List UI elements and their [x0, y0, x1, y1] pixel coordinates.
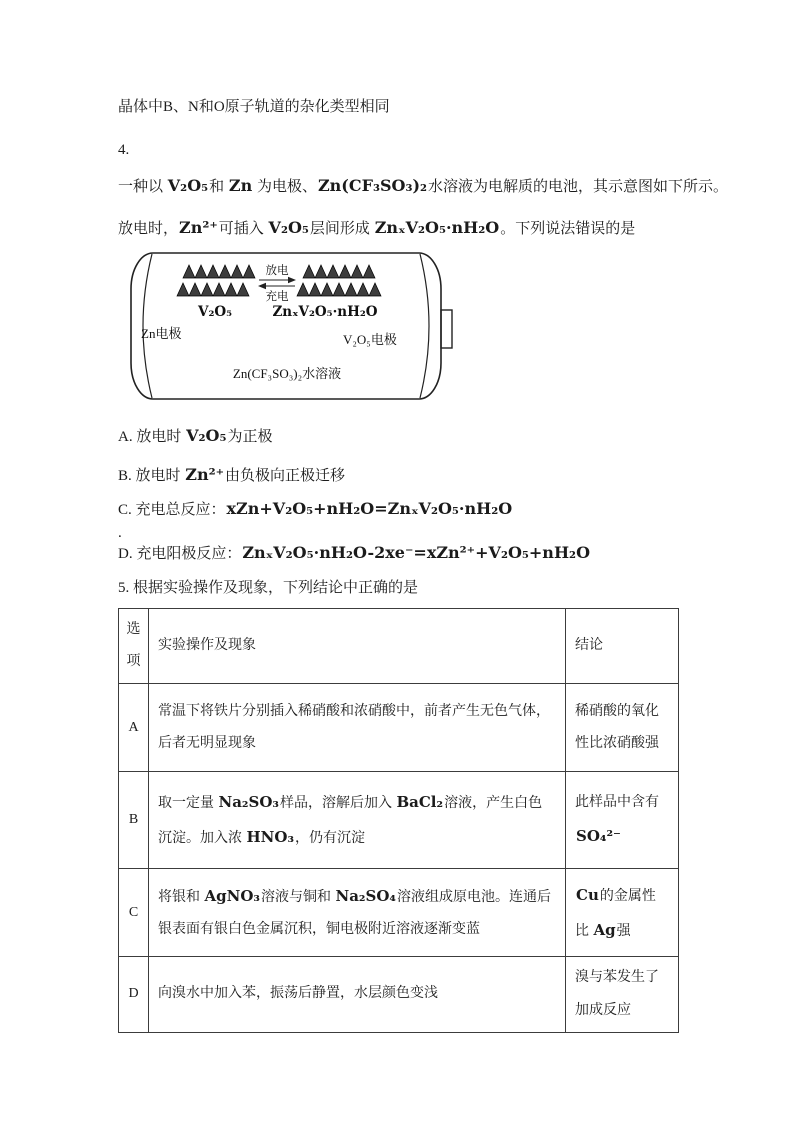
row-c-conclusion — [566, 869, 679, 957]
electrolyte-label: Zn(CF₃SO₃)₂水溶液 — [232, 366, 342, 381]
header-option-column: 选项 — [119, 609, 149, 684]
battery-terminal-tab — [441, 310, 452, 348]
text-segment: 和 — [209, 179, 228, 195]
text-segment: 层间形成 — [309, 221, 374, 237]
option-c-stray-period: . — [118, 524, 122, 541]
chemical-formula: Zn²⁺ — [185, 465, 225, 484]
row-c-operation — [149, 869, 566, 957]
option-c — [118, 497, 513, 544]
question-5-heading: 5. 根据实验操作及现象，下列结论中正确的是 — [118, 580, 419, 596]
text-segment: 溴与苯发生了加成反应 — [575, 970, 659, 1018]
chemical-formula: BaCl₂ — [396, 793, 444, 812]
text-segment: 为电极、 — [253, 179, 317, 195]
text-segment: 将银和 — [158, 890, 204, 906]
table-row — [119, 684, 679, 772]
header-operation-column: 实验操作及现象 — [149, 609, 566, 684]
right-electrode-label: V₂O₅电极 — [343, 332, 397, 347]
text-segment: 此样品中含有 — [575, 794, 659, 810]
row-b-label: B — [119, 772, 149, 869]
crystal-structure-left — [177, 265, 255, 296]
chemical-formula: SO₄²⁻ — [576, 826, 621, 845]
text-segment: 一种以 — [118, 179, 167, 195]
question-5-table — [118, 608, 679, 1033]
chemical-formula: V₂O₅ — [186, 426, 227, 445]
text-segment: 向溴水中加入苯，振荡后静置，水层颜色变浅 — [158, 986, 438, 1002]
text-segment: 溶液组成原电池。连通后银表面有银白色金属沉积，铜电极附近溶液逐渐变蓝 — [158, 890, 551, 938]
option-a — [118, 424, 272, 449]
left-compound-label: V₂O₅ — [197, 304, 233, 320]
chemical-formula: Zn²⁺ — [179, 218, 218, 237]
crystal-structure-right — [297, 265, 381, 296]
option-d — [118, 541, 591, 566]
text-segment: 取一定量 — [158, 796, 218, 812]
charge-arrow-head — [258, 283, 266, 289]
text-segment: B. 放电时 — [118, 468, 185, 484]
chemical-formula: Zn(CF₃SO₃)₂ — [317, 176, 428, 195]
discharge-arrow-head — [288, 277, 296, 283]
battery-right-cap-line — [420, 254, 429, 398]
row-a-label: A — [119, 684, 149, 772]
left-electrode-label: Zn电极 — [141, 326, 182, 341]
row-d-label: D — [119, 957, 149, 1032]
chemical-formula: Cu — [576, 885, 599, 904]
chemical-formula: Na₂SO₄ — [335, 887, 396, 906]
text-segment: 水溶液为电解质的电池，其示意图如下所示。 — [428, 179, 729, 195]
row-c-label: C — [119, 869, 149, 957]
row-d-conclusion — [566, 957, 679, 1032]
right-compound-label: ZnₓV₂O₅·nH₂O — [272, 304, 378, 320]
text-segment: 由负极向正极迁移 — [225, 468, 346, 484]
text-segment: 强 — [616, 923, 631, 939]
chemical-formula: HNO₃ — [246, 828, 295, 847]
text-segment: 的金属性比 — [575, 888, 656, 939]
question-4-intro-line-1 — [118, 174, 728, 199]
text-segment: 可插入 — [218, 221, 268, 237]
option-c-text — [118, 499, 513, 518]
discharge-label: 放电 — [265, 265, 289, 277]
question-4-number: 4. — [118, 142, 130, 158]
text-segment: 。下列说法错误的是 — [500, 221, 636, 237]
chemical-formula: Na₂SO₃ — [218, 793, 279, 812]
table-header-row — [119, 609, 679, 684]
table-row — [119, 869, 679, 957]
text-segment: 溶液与铜和 — [260, 890, 335, 906]
chemical-formula: ZnₓV₂O₅·nH₂O — [374, 218, 500, 237]
table-row — [119, 772, 679, 869]
text-segment: 为正极 — [227, 429, 273, 445]
charge-label: 充电 — [265, 291, 289, 303]
row-a-conclusion — [566, 684, 679, 772]
header-conclusion-column: 结论 — [566, 609, 679, 684]
text-segment: C. 充电总反应： — [118, 502, 226, 518]
text-segment: 溶液，产生白色沉淀。加入浓 — [158, 796, 543, 847]
row-d-operation — [149, 957, 566, 1032]
chemical-formula: xZn+V₂O₅+nH₂O=ZnₓV₂O₅·nH₂O — [226, 499, 513, 518]
question-3-tail-line: 晶体中B、N和O原子轨道的杂化类型相同 — [118, 99, 390, 115]
question-4-intro-line-2 — [118, 216, 635, 241]
text-segment: 样品，溶解后加入 — [279, 796, 396, 812]
chemical-formula: ZnₓV₂O₅·nH₂O-2xe⁻=xZn²⁺+V₂O₅+nH₂O — [242, 543, 590, 562]
chemical-formula: Zn — [228, 176, 253, 195]
table-row — [119, 957, 679, 1032]
text-segment: D. 充电阳极反应： — [118, 546, 242, 562]
chemical-formula: AgNO₃ — [204, 887, 260, 906]
row-b-conclusion — [566, 772, 679, 869]
text-segment: 放电时， — [118, 221, 179, 237]
option-b — [118, 463, 345, 488]
battery-diagram — [125, 250, 455, 402]
text-segment: A. 放电时 — [118, 429, 186, 445]
chemical-formula: V₂O₅ — [268, 218, 309, 237]
row-a-operation — [149, 684, 566, 772]
text-segment: 常温下将铁片分别插入稀硝酸和浓硝酸中，前者产生无色气体，后者无明显现象 — [158, 703, 550, 751]
chemical-formula: Ag — [593, 920, 616, 939]
chemical-formula: V₂O₅ — [167, 176, 209, 195]
text-segment: ，仍有沉淀 — [295, 831, 366, 847]
text-segment: 稀硝酸的氧化性比浓硝酸强 — [575, 703, 659, 751]
row-b-operation — [149, 772, 566, 869]
